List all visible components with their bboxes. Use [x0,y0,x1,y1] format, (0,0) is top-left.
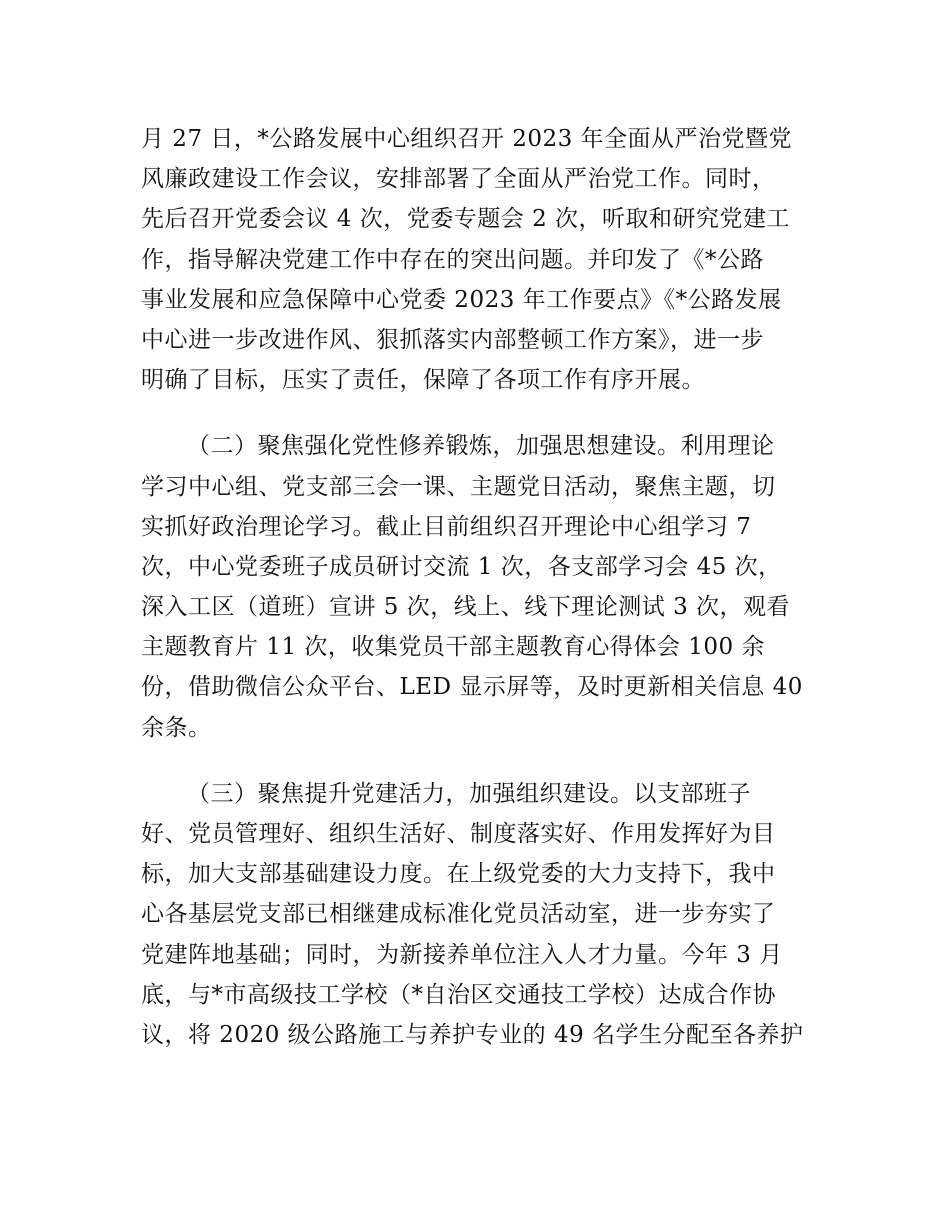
text-line: 底，与*市高级技工学校（*自治区交通技工学校）达成合作协 [141,981,776,1008]
text-line: 次，中心党委班子成员研讨交流 1 次，各支部学习会 45 次， [141,553,782,580]
text-line: （二）聚焦强化党性修养锻炼，加强思想建设。利用理论 [187,433,775,460]
text-line: 风廉政建设工作会议，安排部署了全面从严治党工作。同时， [141,166,776,193]
text-line: 好、党员管理好、组织生活好、制度落实好、作用发挥好为目 [141,821,776,847]
text-line: （三）聚焦提升党建活力，加强组织建设。以支部班子 [187,780,751,807]
text-line: 深入工区（道班）宣讲 5 次，线上、线下理论测试 3 次，观看 [141,594,791,621]
text-line: 主题教育片 11 次，收集党员干部主题教育心得体会 100 余 [141,634,765,661]
text-line: 议，将 2020 级公路施工与养护专业的 49 名学生分配至各养护 [141,1021,804,1048]
text-line: 月 27 日，*公路发展中心组织召开 2023 年全面从严治党暨党 [141,126,793,152]
paragraph-3 [141,774,813,1055]
paragraph-1 [141,119,813,400]
text-line: 中心进一步改进作风、狠抓落实内部整顿工作方案》，进一步 [141,326,764,353]
text-line: 作，指导解决党建工作中存在的突出问题。并印发了《*公路 [141,246,764,273]
text-line: 党建阵地基础；同时，为新接养单位注入人才力量。今年 3 月 [141,941,783,968]
document-body [141,119,813,1055]
text-line: 先后召开党委会议 4 次，党委专题会 2 次，听取和研究党建工 [141,206,791,233]
text-line: 心各基层党支部已相继建成标准化党员活动室，进一步夯实了 [141,901,776,928]
text-line: 学习中心组、党支部三会一课、主题党日活动，聚焦主题，切 [141,473,776,500]
text-line: 标，加大支部基础建设力度。在上级党委的大力支持下，我中 [141,861,776,888]
paragraph-2 [141,426,813,748]
text-line: 明确了目标，压实了责任，保障了各项工作有序开展。 [141,367,705,394]
text-line: 余条。 [141,714,212,741]
text-line: 实抓好政治理论学习。截止目前组织召开理论中心组学习 7 [141,513,752,540]
text-line: 份，借助微信公众平台、LED 显示屏等，及时更新相关信息 40 [141,674,803,701]
text-line: 事业发展和应急保障中心党委 2023 年工作要点》《*公路发展 [141,286,782,313]
